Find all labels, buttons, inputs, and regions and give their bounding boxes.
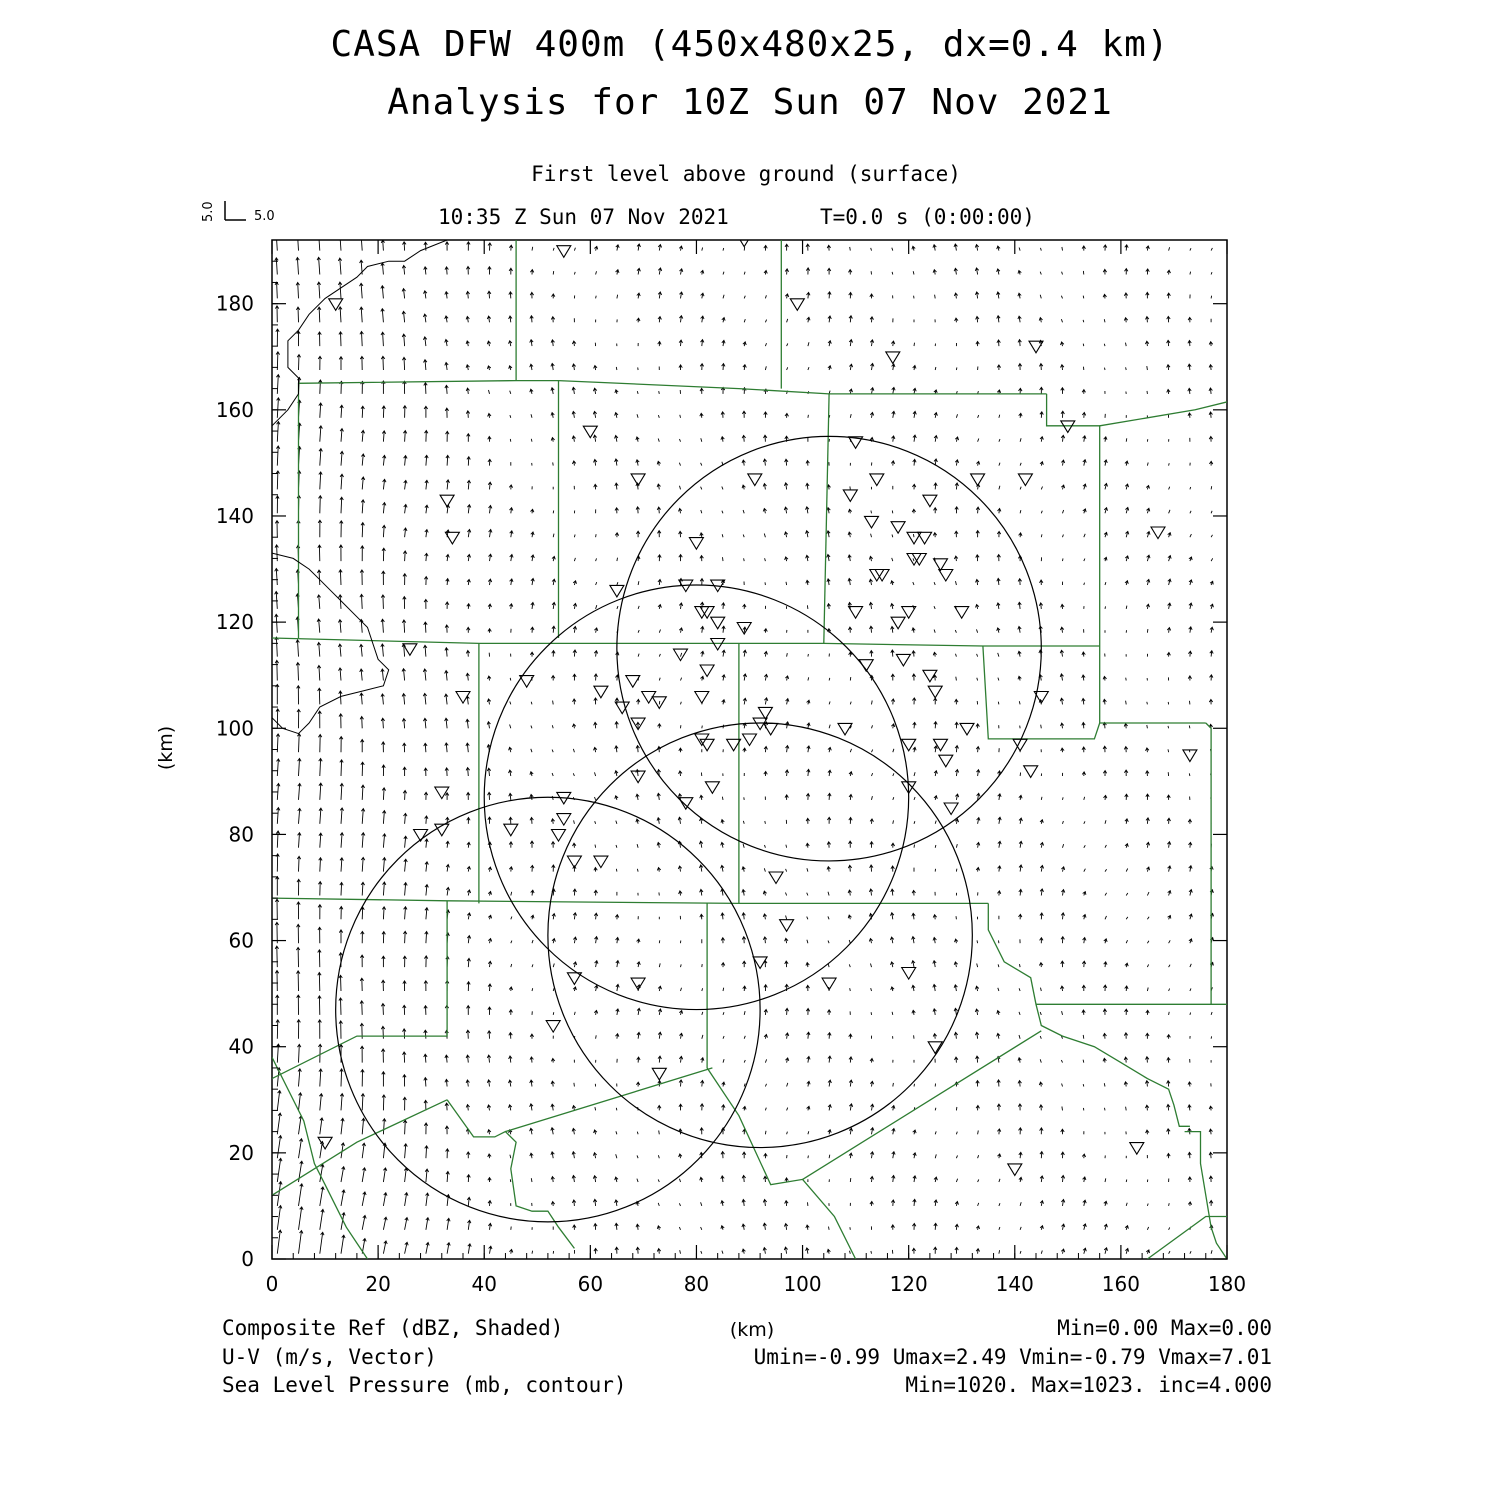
county-boundary-line <box>1206 723 1227 1004</box>
x-tick-label: 180 <box>1207 1272 1247 1296</box>
y-tick-label: 0 <box>241 1247 254 1271</box>
station-marker <box>748 474 762 486</box>
station-marker <box>1061 421 1075 433</box>
station-marker <box>928 686 942 698</box>
main-title: CASA DFW 400m (450x480x25, dx=0.4 km) <box>330 24 1170 65</box>
county-boundary-line <box>1185 1132 1227 1259</box>
station-marker <box>865 516 879 528</box>
x-tick-label: 100 <box>783 1272 822 1296</box>
station-marker <box>1151 527 1165 539</box>
station-marker <box>610 585 624 597</box>
station-marker <box>705 782 719 794</box>
station-marker <box>504 824 518 836</box>
county-boundary-line <box>803 1031 1042 1180</box>
county-boundary-line <box>505 1068 712 1132</box>
county-boundary-line <box>824 394 829 644</box>
station-marker <box>711 639 725 651</box>
station-marker <box>939 570 953 582</box>
station-marker <box>689 538 703 550</box>
x-tick-label: 120 <box>889 1272 928 1296</box>
station-marker <box>700 665 714 677</box>
y-tick-label: 120 <box>215 610 254 635</box>
station-marker <box>737 235 751 247</box>
station-marker <box>838 723 852 735</box>
station-marker <box>886 352 900 364</box>
station-marker <box>780 920 794 932</box>
wind-vectors <box>275 233 1214 1254</box>
station-marker <box>557 246 571 258</box>
county-boundary-line <box>272 638 1100 646</box>
vector-key-v-label: 5.0 <box>201 201 216 222</box>
station-marker <box>875 570 889 582</box>
station-marker <box>891 522 905 534</box>
county-boundary-line <box>707 903 856 1259</box>
station-marker <box>902 968 916 980</box>
y-axis-ticks <box>216 240 1227 1271</box>
station-marker <box>626 676 640 688</box>
vector-field-stats: Umin=-0.99 Umax=2.49 Vmin=-0.79 Vmax=7.01 <box>753 1345 1272 1369</box>
station-marker <box>870 474 884 486</box>
station-marker <box>318 1137 332 1149</box>
station-marker <box>960 723 974 735</box>
x-tick-label: 160 <box>1101 1272 1140 1296</box>
station-marker <box>743 734 757 746</box>
station-marker <box>790 299 804 311</box>
analysis-title: Analysis for 10Z Sun 07 Nov 2021 <box>387 82 1113 123</box>
station-marker <box>440 495 454 507</box>
station-markers <box>318 235 1197 1175</box>
shaded-field-stats: Min=0.00 Max=0.00 <box>1057 1316 1272 1340</box>
y-tick-label: 140 <box>215 503 254 528</box>
level-subtitle: First level above ground (surface) <box>531 162 961 186</box>
station-marker <box>843 490 857 502</box>
station-marker <box>552 830 566 842</box>
station-marker <box>971 474 985 486</box>
county-boundary-line <box>988 903 1190 1126</box>
station-marker <box>679 798 693 810</box>
station-marker <box>912 554 926 566</box>
station-marker <box>769 872 783 884</box>
y-tick-label: 180 <box>215 291 254 316</box>
contour-field-stats: Min=1020. Max=1023. inc=4.000 <box>905 1373 1272 1397</box>
x-axis-label: (km) <box>729 1319 775 1341</box>
x-tick-label: 0 <box>265 1272 279 1296</box>
y-tick-label: 20 <box>228 1140 254 1165</box>
station-marker <box>1024 766 1038 778</box>
station-marker <box>870 570 884 582</box>
y-tick-label: 100 <box>215 716 254 741</box>
station-marker <box>896 654 910 666</box>
county-boundary-line <box>447 1100 574 1249</box>
station-marker <box>1008 1164 1022 1176</box>
y-tick-label: 80 <box>228 822 254 847</box>
station-marker <box>907 554 921 566</box>
station-marker <box>594 856 608 868</box>
x-tick-label: 20 <box>365 1272 391 1296</box>
wind-vector-field <box>275 233 1214 1254</box>
station-marker <box>939 755 953 767</box>
radar-range-rings <box>336 436 1042 1221</box>
station-marker <box>695 692 709 704</box>
x-tick-label: 80 <box>683 1272 710 1296</box>
station-marker <box>1130 1143 1144 1155</box>
y-tick-label: 60 <box>228 928 254 953</box>
x-axis-ticks <box>266 240 1246 1296</box>
y-tick-label: 160 <box>215 397 254 422</box>
station-marker <box>891 617 905 629</box>
station-marker <box>1018 474 1032 486</box>
shaded-field-label: Composite Ref (dBZ, Shaded) <box>222 1316 564 1340</box>
station-marker <box>631 978 645 990</box>
y-tick-label: 40 <box>228 1034 254 1059</box>
station-marker <box>849 607 863 619</box>
shoreline-line <box>272 553 389 734</box>
vector-field-label: U-V (m/s, Vector) <box>222 1345 437 1369</box>
vector-key-u-label: 5.0 <box>254 209 275 224</box>
station-marker <box>944 803 958 815</box>
time-subtitle: 10:35 Z Sun 07 Nov 2021 <box>438 205 729 229</box>
station-marker <box>546 1021 560 1033</box>
x-tick-label: 140 <box>995 1272 1034 1296</box>
county-boundary-line <box>1047 394 1206 723</box>
station-marker <box>652 1068 666 1080</box>
station-marker <box>557 814 571 826</box>
station-marker <box>758 707 772 719</box>
station-marker <box>955 607 969 619</box>
station-marker <box>934 559 948 571</box>
contour-field-label: Sea Level Pressure (mb, contour) <box>222 1373 627 1397</box>
station-marker <box>923 495 937 507</box>
x-tick-label: 40 <box>471 1272 497 1296</box>
station-marker <box>594 686 608 698</box>
county-boundary-line <box>1100 402 1227 426</box>
step-subtitle: T=0.0 s (0:00:00) <box>820 205 1035 229</box>
y-axis-label: (km) <box>155 725 177 771</box>
station-marker <box>674 649 688 661</box>
x-tick-label: 60 <box>577 1272 604 1296</box>
vector-key <box>201 201 275 224</box>
